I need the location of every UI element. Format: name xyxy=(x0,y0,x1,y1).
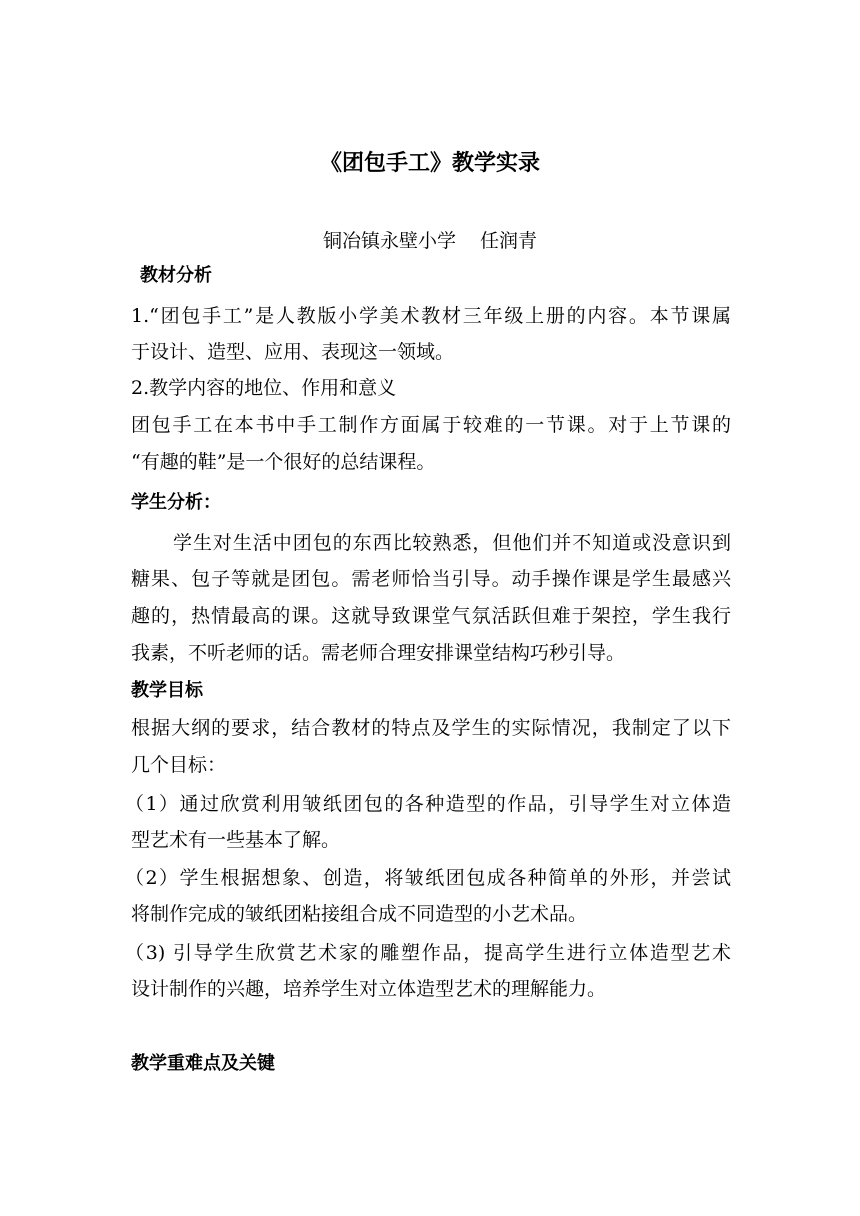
paragraph-line: 几个目标： xyxy=(131,754,227,776)
paragraph-line: 根据大纲的要求，结合教材的特点及学生的实际情况，我制定了以下 xyxy=(131,717,731,739)
document-title: 《团包手工》教学实录 xyxy=(319,151,540,176)
paragraph-line: 趣的，热情最高的课。这就导致课堂气氛活跃但难于架控，学生我行 xyxy=(131,605,731,627)
paragraph-line: “有趣的鞋”是一个很好的总结课程。 xyxy=(131,451,436,473)
author-line xyxy=(0,229,860,253)
author-name: 任润青 xyxy=(480,230,538,252)
paragraph-line: 2.教学内容的地位、作用和意义 xyxy=(131,377,397,399)
paragraph-line: 我素，不听老师的话。需老师合理安排课堂结构巧秒引导。 xyxy=(131,642,626,664)
heading-student-analysis: 学生分析： xyxy=(131,492,221,513)
author-school: 铜冶镇永壁小学 xyxy=(322,230,456,252)
heading-key-points: 教学重难点及关键 xyxy=(131,1053,275,1074)
goal-item: （3) 引导学生欣赏艺术家的雕塑作品，提高学生进行立体造型艺术 xyxy=(125,942,731,964)
goal-item: （2）学生根据想象、创造，将皱纸团包成各种简单的外形，并尝试 xyxy=(125,867,731,889)
goal-item: （1）通过欣赏利用皱纸团包的各种造型的作品，引导学生对立体造 xyxy=(125,793,731,815)
paragraph-line: 学生对生活中团包的东西比较熟悉，但他们并不知道或没意识到 xyxy=(173,532,731,554)
paragraph-line: 团包手工在本书中手工制作方面属于较难的一节课。对于上节课的 xyxy=(131,414,731,436)
heading-material-analysis: 教材分析 xyxy=(140,265,212,286)
goal-item: 设计制作的兴趣，培养学生对立体造型艺术的理解能力。 xyxy=(131,978,607,1000)
paragraph-line: 于设计、造型、应用、表现这一领域。 xyxy=(131,341,455,363)
paragraph-line: 1.“团包手工”是人教版小学美术教材三年级上册的内容。本节课属 xyxy=(131,305,731,327)
heading-teaching-goals: 教学目标 xyxy=(131,680,203,701)
goal-item: 将制作完成的皱纸团粘接组合成不同造型的小艺术品。 xyxy=(131,903,588,925)
paragraph-line: 糖果、包子等就是团包。需老师恰当引导。动手操作课是学生最感兴 xyxy=(131,568,731,590)
goal-item: 型艺术有一些基本了解。 xyxy=(131,829,341,851)
